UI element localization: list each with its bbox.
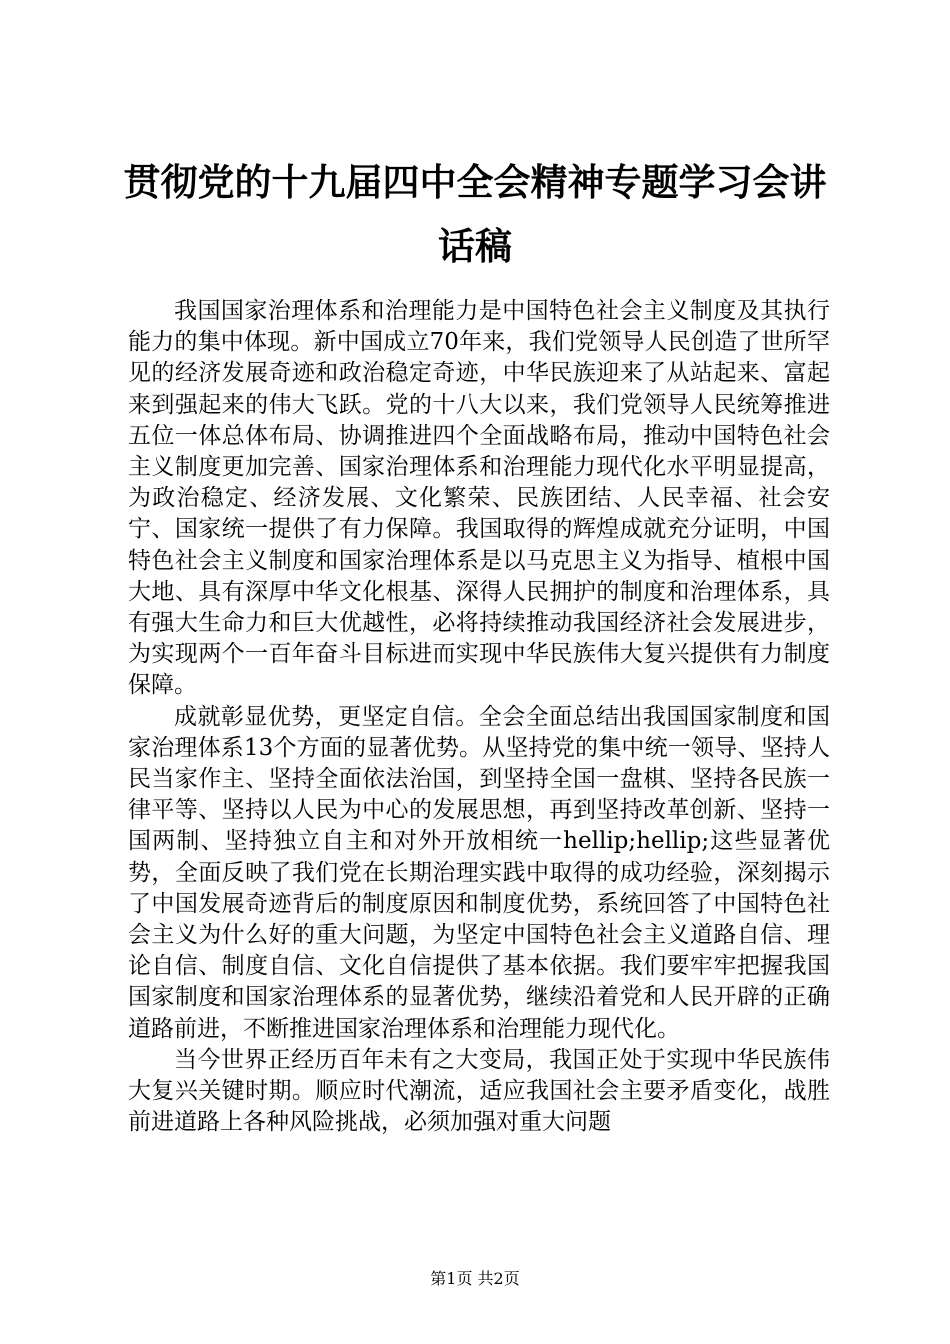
page-footer: 第1页 共2页 — [430, 1269, 520, 1288]
paragraph-1: 我国国家治理体系和治理能力是中国特色社会主义制度及其执行能力的集中体现。新中国成立70年来，我们党领导人民创造了世所罕见的经济发展奇迹和政治稳定奇迹，中华民族迎来了从站起来、富起来到强起来的伟大飞跃。党的十八大以来，我们党领导人民统筹推进五位一体总体布局、协调推进四个全面战略布局，推动中国特色社会主义制度更加完善、国家治理体系和治理能力现代化水平明显提高，为政治稳定、经济发展、文化繁荣、民族团结、人民幸福、社会安宁、国家统一提供了有力保障。我国取得的辉煌成就充分证明，中国特色社会主义制度和国家治理体系是以马克思主义为指导、植根中国大地、具有深厚中华文化根基、深得人民拥护的制度和治理体系，具有强大生命力和巨大优越性，必将持续推动我国经济社会发展进步，为实现两个一百年奋斗目标进而实现中华民族伟大复兴提供有力制度保障。 — [128, 298, 830, 699]
paragraph-3: 当今世界正经历百年未有之大变局，我国正处于实现中华民族伟大复兴关键时期。顺应时代潮流，适应我国社会主要矛盾变化，战胜前进道路上各种风险挑战，必须加强对重大问题 — [128, 1046, 830, 1136]
document-title: 贯彻党的十九届四中全会精神专题学习会讲话稿 — [123, 160, 827, 268]
document-body — [128, 296, 830, 1138]
paragraph-2: 成就彰显优势，更坚定自信。全会全面总结出我国国家制度和国家治理体系13个方面的显著优势。从坚持党的集中统一领导、坚持人民当家作主、坚持全面依法治国，到坚持全国一盘棋、坚持各民族一律平等、坚持以人民为中心的发展思想，再到坚持改革创新、坚持一国两制、坚持独立自主和对外开放相统一hellip;hellip;这些显著优势，全面反映了我们党在长期治理实践中取得的成功经验，深刻揭示了中国发展奇迹背后的制度原因和制度优势，系统回答了中国特色社会主义为什么好的重大问题，为坚定中国特色社会主义道路自信、理论自信、制度自信、文化自信提供了基本依据。我们要牢牢把握我国国家制度和国家治理体系的显著优势，继续沿着党和人民开辟的正确道路前进，不断推进国家治理体系和治理能力现代化。 — [128, 703, 830, 1042]
